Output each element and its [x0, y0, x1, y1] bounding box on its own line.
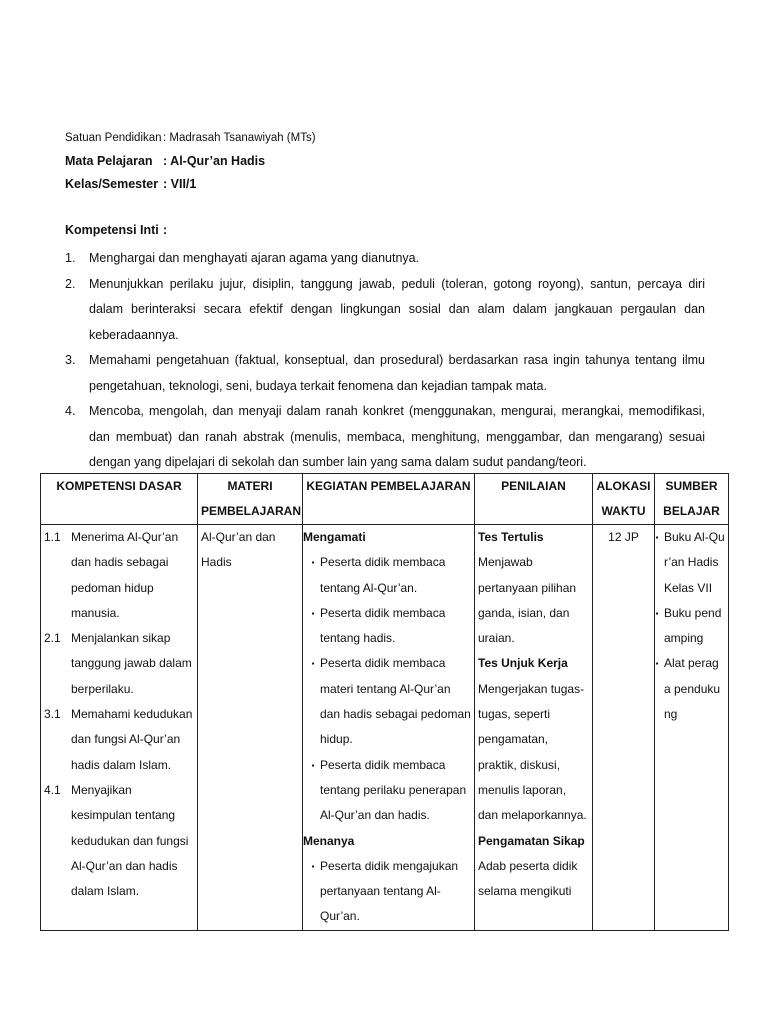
- kelas-semester-value: : VII/1: [163, 176, 197, 191]
- kd-text: Menerima Al-Qur’an dan hadis sebagai pedoman hidup manusia.: [71, 530, 179, 620]
- kd-text: Menyajikan kesimpulan tentang kedudukan dan fungsi Al-Qur’an dan hadis dalam Islam.: [71, 782, 189, 899]
- kompetensi-inti-label: Kompetensi Inti: [65, 223, 159, 237]
- mengamati-heading: Mengamati: [303, 530, 366, 544]
- tes-unjuk-kerja-text: Mengerjakan tugas-tugas, seperti pengamatan, praktik, diskusi, menulis laporan, dan melaporkannya.: [478, 681, 587, 823]
- materi-text: Al-Qur’an dan Hadis: [201, 530, 276, 570]
- list-item-text: Menghargai dan menghayati ajaran agama yang dianutnya.: [89, 251, 420, 265]
- kd-number: 3.1: [44, 707, 61, 722]
- list-item: [65, 272, 705, 349]
- header-penilaian: PENILAIAN: [475, 474, 593, 525]
- kd-text: Menjalankan sikap tanggung jawab dalam berperilaku.: [71, 631, 192, 696]
- satuan-pendidikan-row: [65, 126, 316, 149]
- pengamatan-sikap-text: Adab peserta didik selama mengikuti: [478, 858, 578, 899]
- kegiatan-text: Peserta didik membaca materi tentang Al-Qur’an dan hadis sebagai pedoman hidup.: [320, 656, 471, 747]
- penilaian-cell: [475, 525, 593, 931]
- sumber-text: Buku Al-Qur’an Hadis Kelas VII: [664, 530, 725, 595]
- kegiatan-text: Peserta didik membaca tentang hadis.: [320, 605, 446, 646]
- mata-pelajaran-label: Mata Pelajaran: [65, 153, 153, 168]
- document-header: [65, 126, 316, 195]
- kompetensi-inti-heading: [65, 223, 167, 237]
- bullet-icon: ▪: [311, 760, 315, 770]
- kd-item: [44, 525, 194, 626]
- alokasi-text: 12 JP: [608, 530, 639, 544]
- kd-item: [44, 626, 194, 702]
- satuan-pendidikan-value: : Madrasah Tsanawiyah (MTs): [163, 131, 316, 144]
- kegiatan-text: Peserta didik membaca tentang Al-Qur’an.: [320, 555, 446, 595]
- list-item-number: 4.: [65, 404, 76, 418]
- kelas-semester-label: Kelas/Semester: [65, 176, 159, 191]
- satuan-pendidikan-label: Satuan Pendidikan: [65, 131, 162, 144]
- list-item: [306, 753, 471, 829]
- kompetensi-inti-list: [65, 246, 705, 476]
- kompetensi-dasar-cell: [41, 525, 198, 931]
- sumber-text: Alat peraga pendukung: [664, 656, 721, 722]
- list-item: [655, 601, 725, 652]
- kegiatan-text: Peserta didik mengajukan pertanyaan tentang Al-Qur’an.: [320, 858, 459, 924]
- list-item: [306, 601, 471, 652]
- list-item: [655, 651, 725, 727]
- kd-item: [44, 778, 194, 904]
- bullet-icon: ▪: [655, 608, 659, 618]
- bullet-icon: ▪: [311, 608, 315, 618]
- list-item: [306, 550, 471, 601]
- tes-tertulis-text: Menjawab pertanyaan pilihan ganda, isian, dan uraian.: [478, 555, 577, 646]
- tes-unjuk-kerja-heading: Tes Unjuk Kerja: [478, 656, 568, 671]
- alokasi-cell: [593, 525, 655, 931]
- rpp-table: [40, 473, 729, 931]
- kd-number: 4.1: [44, 782, 61, 797]
- kd-number: 2.1: [44, 631, 61, 646]
- mata-pelajaran-value: : Al-Qur’an Hadis: [163, 153, 266, 168]
- list-item: [65, 348, 705, 399]
- sumber-cell: [655, 525, 729, 931]
- pengamatan-sikap-heading: Pengamatan Sikap: [478, 833, 585, 848]
- header-kompetensi-dasar: KOMPETENSI DASAR: [41, 474, 198, 525]
- table-header-row: [41, 474, 729, 525]
- menanya-heading: Menanya: [303, 833, 355, 848]
- bullet-icon: ▪: [311, 659, 315, 669]
- kd-item: [44, 702, 194, 778]
- header-materi-pembelajaran: MATERI PEMBELAJARAN: [198, 474, 303, 525]
- list-item-number: 3.: [65, 353, 76, 367]
- list-item-text: Mencoba, mengolah, dan menyaji dalam ranah konkret (menggunakan, mengurai, merangkai, memodifikasi, dan membuat) dan ranah abstrak (menulis, membaca, menghitung, menggambar, dan mengarang) sesuai dengan yang dipelajari di sekolah dan sumber lain yang sama dalam sudut pandang/teori.: [89, 404, 705, 469]
- sumber-text: Buku pendamping: [664, 605, 722, 646]
- list-item: [65, 246, 705, 272]
- kompetensi-inti-colon: :: [163, 223, 168, 237]
- kegiatan-text: Peserta didik membaca tentang perilaku penerapan Al-Qur’an dan hadis.: [320, 757, 467, 823]
- kd-number: 1.1: [44, 530, 61, 544]
- list-item: [655, 525, 725, 601]
- bullet-icon: ▪: [311, 861, 315, 871]
- header-kegiatan-pembelajaran: KEGIATAN PEMBELAJARAN: [303, 474, 475, 525]
- bullet-icon: ▪: [655, 659, 659, 669]
- header-sumber-belajar: SUMBER BELAJAR: [655, 474, 729, 525]
- list-item: [306, 651, 471, 752]
- kelas-semester-row: [65, 172, 316, 195]
- header-alokasi-waktu: ALOKASI WAKTU: [593, 474, 655, 525]
- bullet-icon: ▪: [311, 558, 315, 568]
- list-item-text: Menunjukkan perilaku jujur, disiplin, tanggung jawab, peduli (toleran, gotong royong), santun, percaya diri dalam berinteraksi secara efektif dengan lingkungan sosial dan alam dalam jangkauan pergaulan dan keberadaannya.: [89, 276, 705, 342]
- list-item: [65, 399, 705, 476]
- tes-tertulis-heading: Tes Tertulis: [478, 530, 544, 544]
- table-row: [41, 525, 729, 931]
- kd-text: Memahami kedudukan dan fungsi Al-Qur’an hadis dalam Islam.: [71, 707, 193, 772]
- list-item: [306, 854, 471, 930]
- list-item-number: 1.: [65, 251, 76, 265]
- kegiatan-cell: [303, 525, 475, 931]
- materi-cell: [198, 525, 303, 931]
- list-item-number: 2.: [65, 276, 76, 291]
- mata-pelajaran-row: [65, 149, 316, 172]
- list-item-text: Memahami pengetahuan (faktual, konseptual, dan prosedural) berdasarkan rasa ingin tahunya tentang ilmu pengetahuan, teknologi, seni, budaya terkait fenomena dan kejadian tampak mata.: [89, 353, 705, 393]
- bullet-icon: ▪: [655, 533, 659, 542]
